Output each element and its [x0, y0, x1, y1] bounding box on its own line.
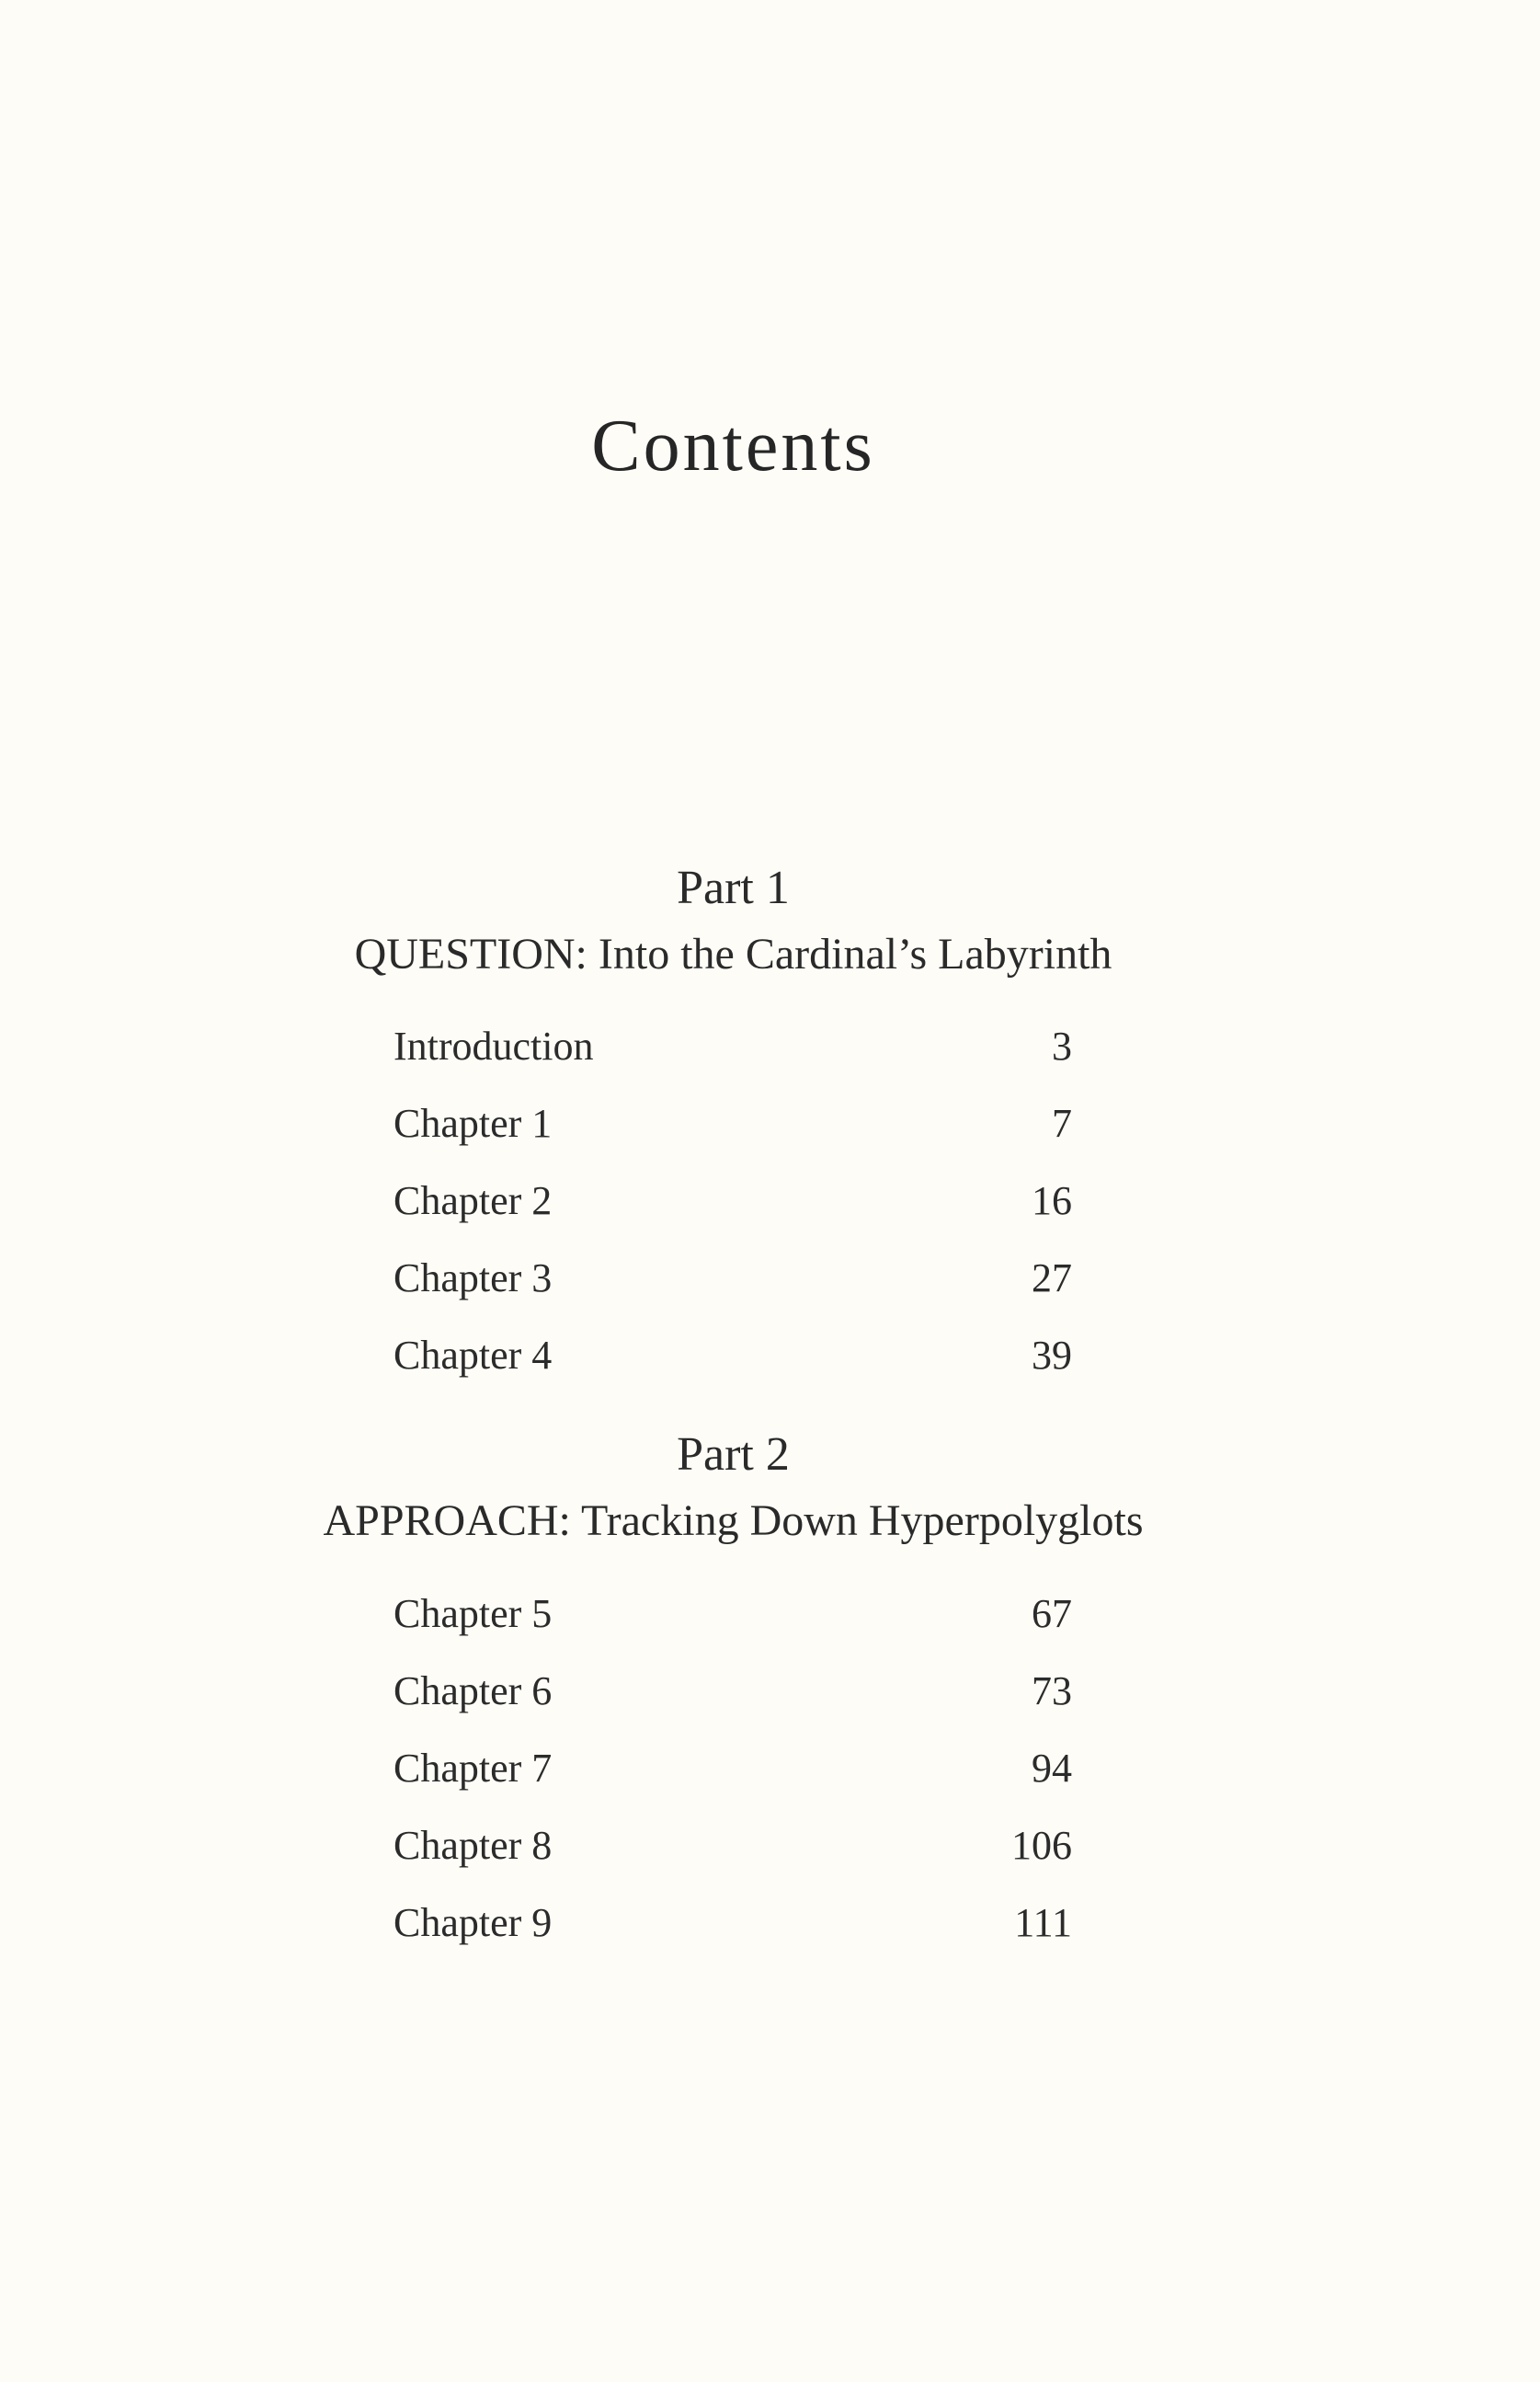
toc-entry-label: Chapter 9	[394, 1900, 553, 1945]
toc-entry-page-number: 7	[1052, 1101, 1072, 1146]
part-2-subtitle: APPROACH: Tracking Down Hyperpolyglots	[323, 1496, 1144, 1545]
toc-entry-chapter-5[interactable]	[394, 1591, 1072, 1671]
toc-entry-page-number: 3	[1052, 1024, 1072, 1069]
toc-entry-chapter-4[interactable]	[394, 1335, 1072, 1413]
toc-entry-label: Chapter 6	[394, 1668, 553, 1713]
toc-entry-label: Chapter 8	[394, 1823, 553, 1868]
toc-entry-label: Chapter 2	[394, 1178, 553, 1223]
toc-entry-page-number: 67	[1032, 1591, 1072, 1636]
toc-entry-page-number: 106	[1011, 1823, 1072, 1868]
part-1-subtitle: QUESTION: Into the Cardinal’s Labyrinth	[354, 930, 1112, 979]
toc-entry-label: Chapter 1	[394, 1101, 553, 1146]
toc-entry-chapter-6[interactable]	[394, 1668, 1072, 1748]
part-1-toc-list	[394, 1026, 1072, 1413]
toc-entry-label: Chapter 4	[394, 1333, 553, 1378]
toc-entry-page-number: 94	[1032, 1746, 1072, 1791]
toc-entry-introduction[interactable]	[394, 1026, 1072, 1104]
toc-entry-page-number: 73	[1032, 1668, 1072, 1713]
part-2-heading: Part 2	[677, 1428, 790, 1481]
toc-entry-chapter-1[interactable]	[394, 1101, 1072, 1181]
toc-entry-chapter-7[interactable]	[394, 1748, 1072, 1826]
part-1-heading: Part 1	[677, 862, 790, 914]
toc-entry-page-number: 39	[1032, 1333, 1072, 1378]
toc-entry-label: Chapter 3	[394, 1255, 553, 1300]
toc-entry-label: Chapter 5	[394, 1591, 553, 1636]
page-title: Contents	[591, 406, 875, 487]
toc-entry-label: Introduction	[394, 1024, 594, 1069]
toc-entry-chapter-3[interactable]	[394, 1255, 1072, 1335]
toc-entry-chapter-8[interactable]	[394, 1823, 1072, 1903]
toc-entry-page-number: 16	[1032, 1178, 1072, 1223]
part-2-toc-list	[394, 1591, 1072, 1980]
toc-entry-label: Chapter 7	[394, 1746, 553, 1791]
toc-entry-chapter-2[interactable]	[394, 1178, 1072, 1258]
toc-entry-page-number: 111	[1014, 1900, 1072, 1945]
toc-entry-page-number: 27	[1032, 1255, 1072, 1300]
toc-entry-chapter-9[interactable]	[394, 1900, 1072, 1980]
